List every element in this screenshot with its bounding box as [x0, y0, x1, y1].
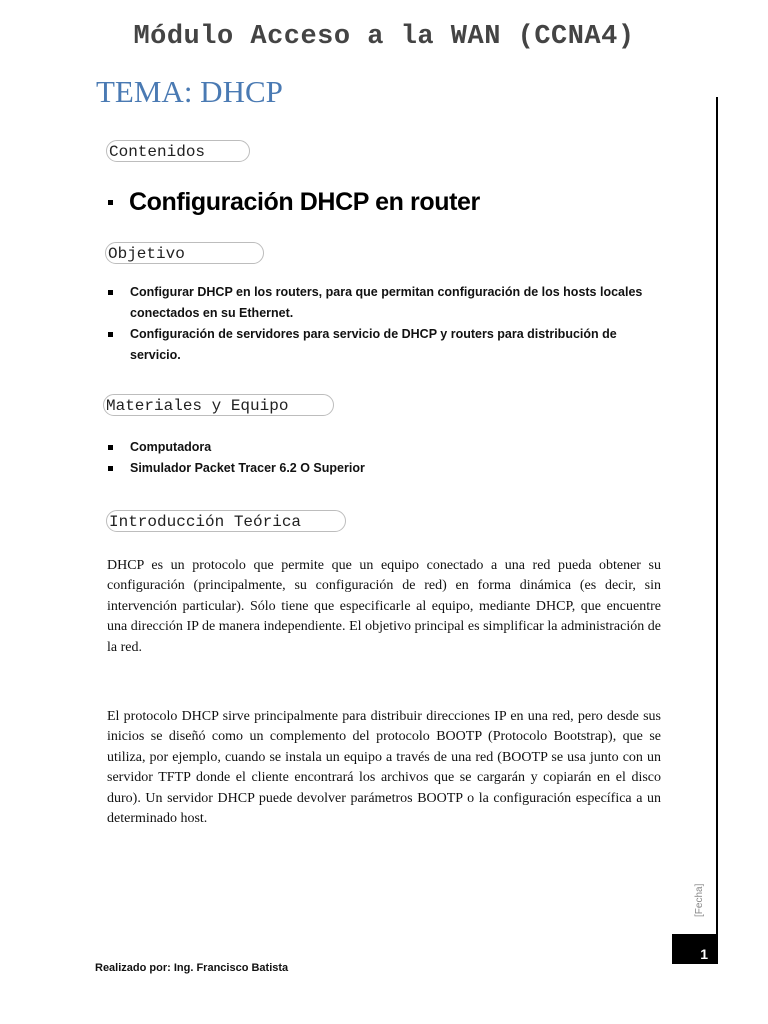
list-item-text: Computadora [130, 440, 212, 454]
section-label-objetivo: Objetivo [105, 242, 264, 264]
section-label-introduccion: Introducción Teórica [106, 510, 346, 532]
date-placeholder: [Fecha] [694, 883, 705, 917]
module-title: Módulo Acceso a la WAN (CCNA4) [133, 22, 635, 52]
section-label-contenidos: Contenidos [106, 140, 250, 162]
list-item [108, 324, 668, 366]
contenidos-item [108, 188, 480, 217]
bullet-square-icon [108, 200, 113, 205]
objetivo-list [108, 282, 668, 366]
list-item-text: Configurar DHCP en los routers, para que permitan configuración de los hosts locales conectados en su Ethernet. [130, 285, 643, 320]
list-item [108, 282, 668, 324]
bullet-square-icon [108, 445, 113, 450]
intro-paragraph-1: DHCP es un protocolo que permite que un equipo conectado a una red pueda obtener su configuración (principalmente, su configuración de red) en forma dinámica (es decir, sin intervención particular). Sólo tiene que especificarle al equipo, mediante DHCP, que encuentre una dirección IP de manera independiente. El objetivo principal es simplificar la administración de la red. [107, 558, 661, 655]
list-item-text: Simulador Packet Tracer 6.2 O Superior [130, 461, 365, 475]
list-item [108, 437, 668, 458]
bullet-square-icon [108, 466, 113, 471]
intro-paragraph-2: El protocolo DHCP sirve principalmente para distribuir direcciones IP en una red, pero desde sus inicios se diseñó como un complemento del protocolo BOOTP (Protocolo Bootstrap), que se utiliza, por ejemplo, cuando se instala un equipo a través de una red (BOOTP se usa junto con un servidor TFTP donde el cliente encontrará los archivos que se cargarán y copiarán en el disco duro). Un servidor DHCP puede devolver parámetros BOOTP o la configuración específica a un determinado host. [107, 709, 661, 827]
list-item-text: Configuración de servidores para servicio de DHCP y routers para distribución de servicio. [130, 327, 617, 362]
footer-author: Realizado por: Ing. Francisco Batista [95, 962, 289, 974]
bullet-square-icon [108, 332, 113, 337]
list-item [108, 458, 668, 479]
bullet-square-icon [108, 290, 113, 295]
section-label-materiales: Materiales y Equipo [103, 394, 334, 416]
topic-heading: TEMA: DHCP [96, 74, 283, 109]
right-margin-rule [716, 97, 718, 934]
page-number: 1 [672, 934, 718, 964]
contenidos-item-text: Configuración DHCP en router [129, 188, 480, 216]
materiales-list [108, 437, 668, 479]
